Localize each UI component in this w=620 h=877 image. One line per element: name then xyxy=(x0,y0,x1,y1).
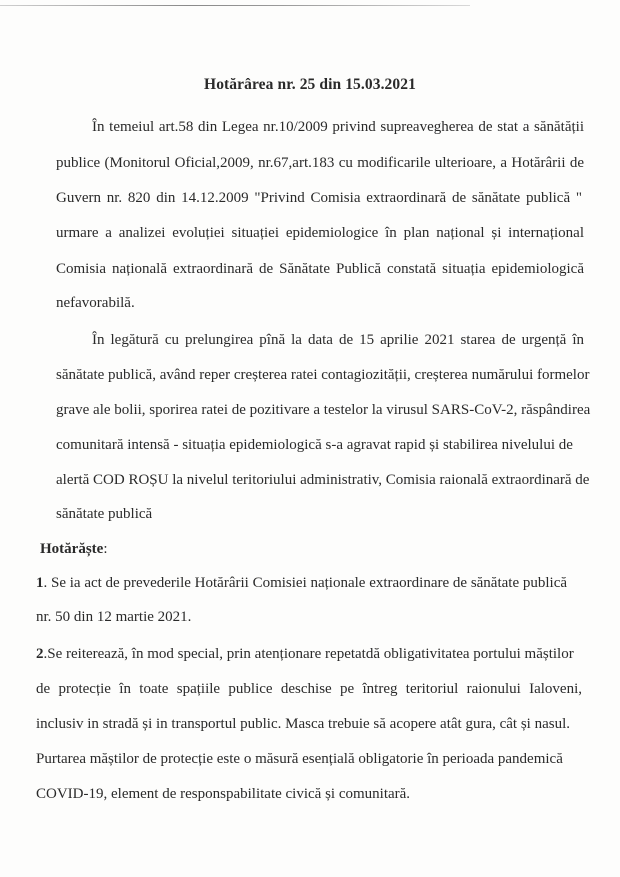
document-title: Hotărârea nr. 25 din 15.03.2021 xyxy=(204,76,416,93)
item-1-text-line-1: Se ia act de prevederile Hotărârii Comisiei naționale extraordinare de sănătate publică xyxy=(47,575,568,591)
decision-heading-colon: : xyxy=(103,541,108,557)
decision-item-2-line-2: de protecție în toate spațiile publice deschise pe întreg teritoriul raionului Ialoveni, xyxy=(36,681,582,697)
decision-heading xyxy=(40,540,107,558)
decision-item-2-line-5: COVID-19, element de responspabilitate civică și comunitară. xyxy=(36,786,411,802)
paragraph-2-line-4: comunitară intensă - situația epidemiologică s-a agravat rapid și stabilirea nivelului de xyxy=(56,437,573,453)
paragraph-1-line-1: În temeiul art.58 din Legea nr.10/2009 privind supreavegherea de stat a sănătății xyxy=(92,119,584,135)
decision-item-2-line-1 xyxy=(36,645,574,663)
decision-item-1-line-2: nr. 50 din 12 martie 2021. xyxy=(36,609,192,625)
paragraph-1-line-2: publice (Monitorul Oficial,2009, nr.67,art.183 cu modificarile ulterioare, a Hotărârii de xyxy=(56,155,584,171)
item-1-number: 1 xyxy=(36,575,44,591)
item-2-number-dot: . xyxy=(43,646,48,662)
paragraph-2-line-2: sănătate publică, având reper creșterea ratei contagiozității, creșterea numărului formelor xyxy=(56,367,590,383)
paragraph-1-line-6: nefavorabilă. xyxy=(56,295,135,311)
paragraph-1-line-4: urmare a analizei evoluției situației epidemiologice în plan național și internațional xyxy=(56,225,584,241)
item-2-number: 2 xyxy=(36,646,44,662)
item-1-number-dot: . xyxy=(43,575,48,591)
paragraph-2-line-6: sănătate publică xyxy=(56,506,153,522)
decision-item-1-line-1 xyxy=(36,574,567,592)
paragraph-2-line-3: grave ale bolii, sporirea ratei de pozitivare a testelor la virusul SARS-CoV-2, răspândirea xyxy=(56,402,591,418)
decision-item-2-line-3: inclusiv in stradă și in transportul public. Masca trebuie să acopere atât gura, cât și nasul. xyxy=(36,716,571,732)
paragraph-2-line-5: alertă COD ROȘU la nivelul teritoriului administrativ, Comisia raională extraordinară de xyxy=(56,472,590,488)
decision-item-2-line-4: Purtarea măștilor de protecție este o măsură esențială obligatorie în perioada pandemică xyxy=(36,751,563,767)
item-2-text-line-1: Se reiterează, în mod special, prin atenționare repetatdă obligativitatea portului măștilor xyxy=(47,646,574,662)
paragraph-2-line-1: În legătură cu prelungirea pînă la data de 15 aprilie 2021 starea de urgență în xyxy=(92,332,584,348)
decision-heading-label: Hotărăște xyxy=(40,541,104,557)
paragraph-1-line-5: Comisia națională extraordinară de Sănătate Publică constată situația epidemiologică xyxy=(56,261,584,277)
paragraph-1-line-3: Guvern nr. 820 din 14.12.2009 "Privind Comisia extraordinară de sănătate publică " xyxy=(56,190,582,206)
